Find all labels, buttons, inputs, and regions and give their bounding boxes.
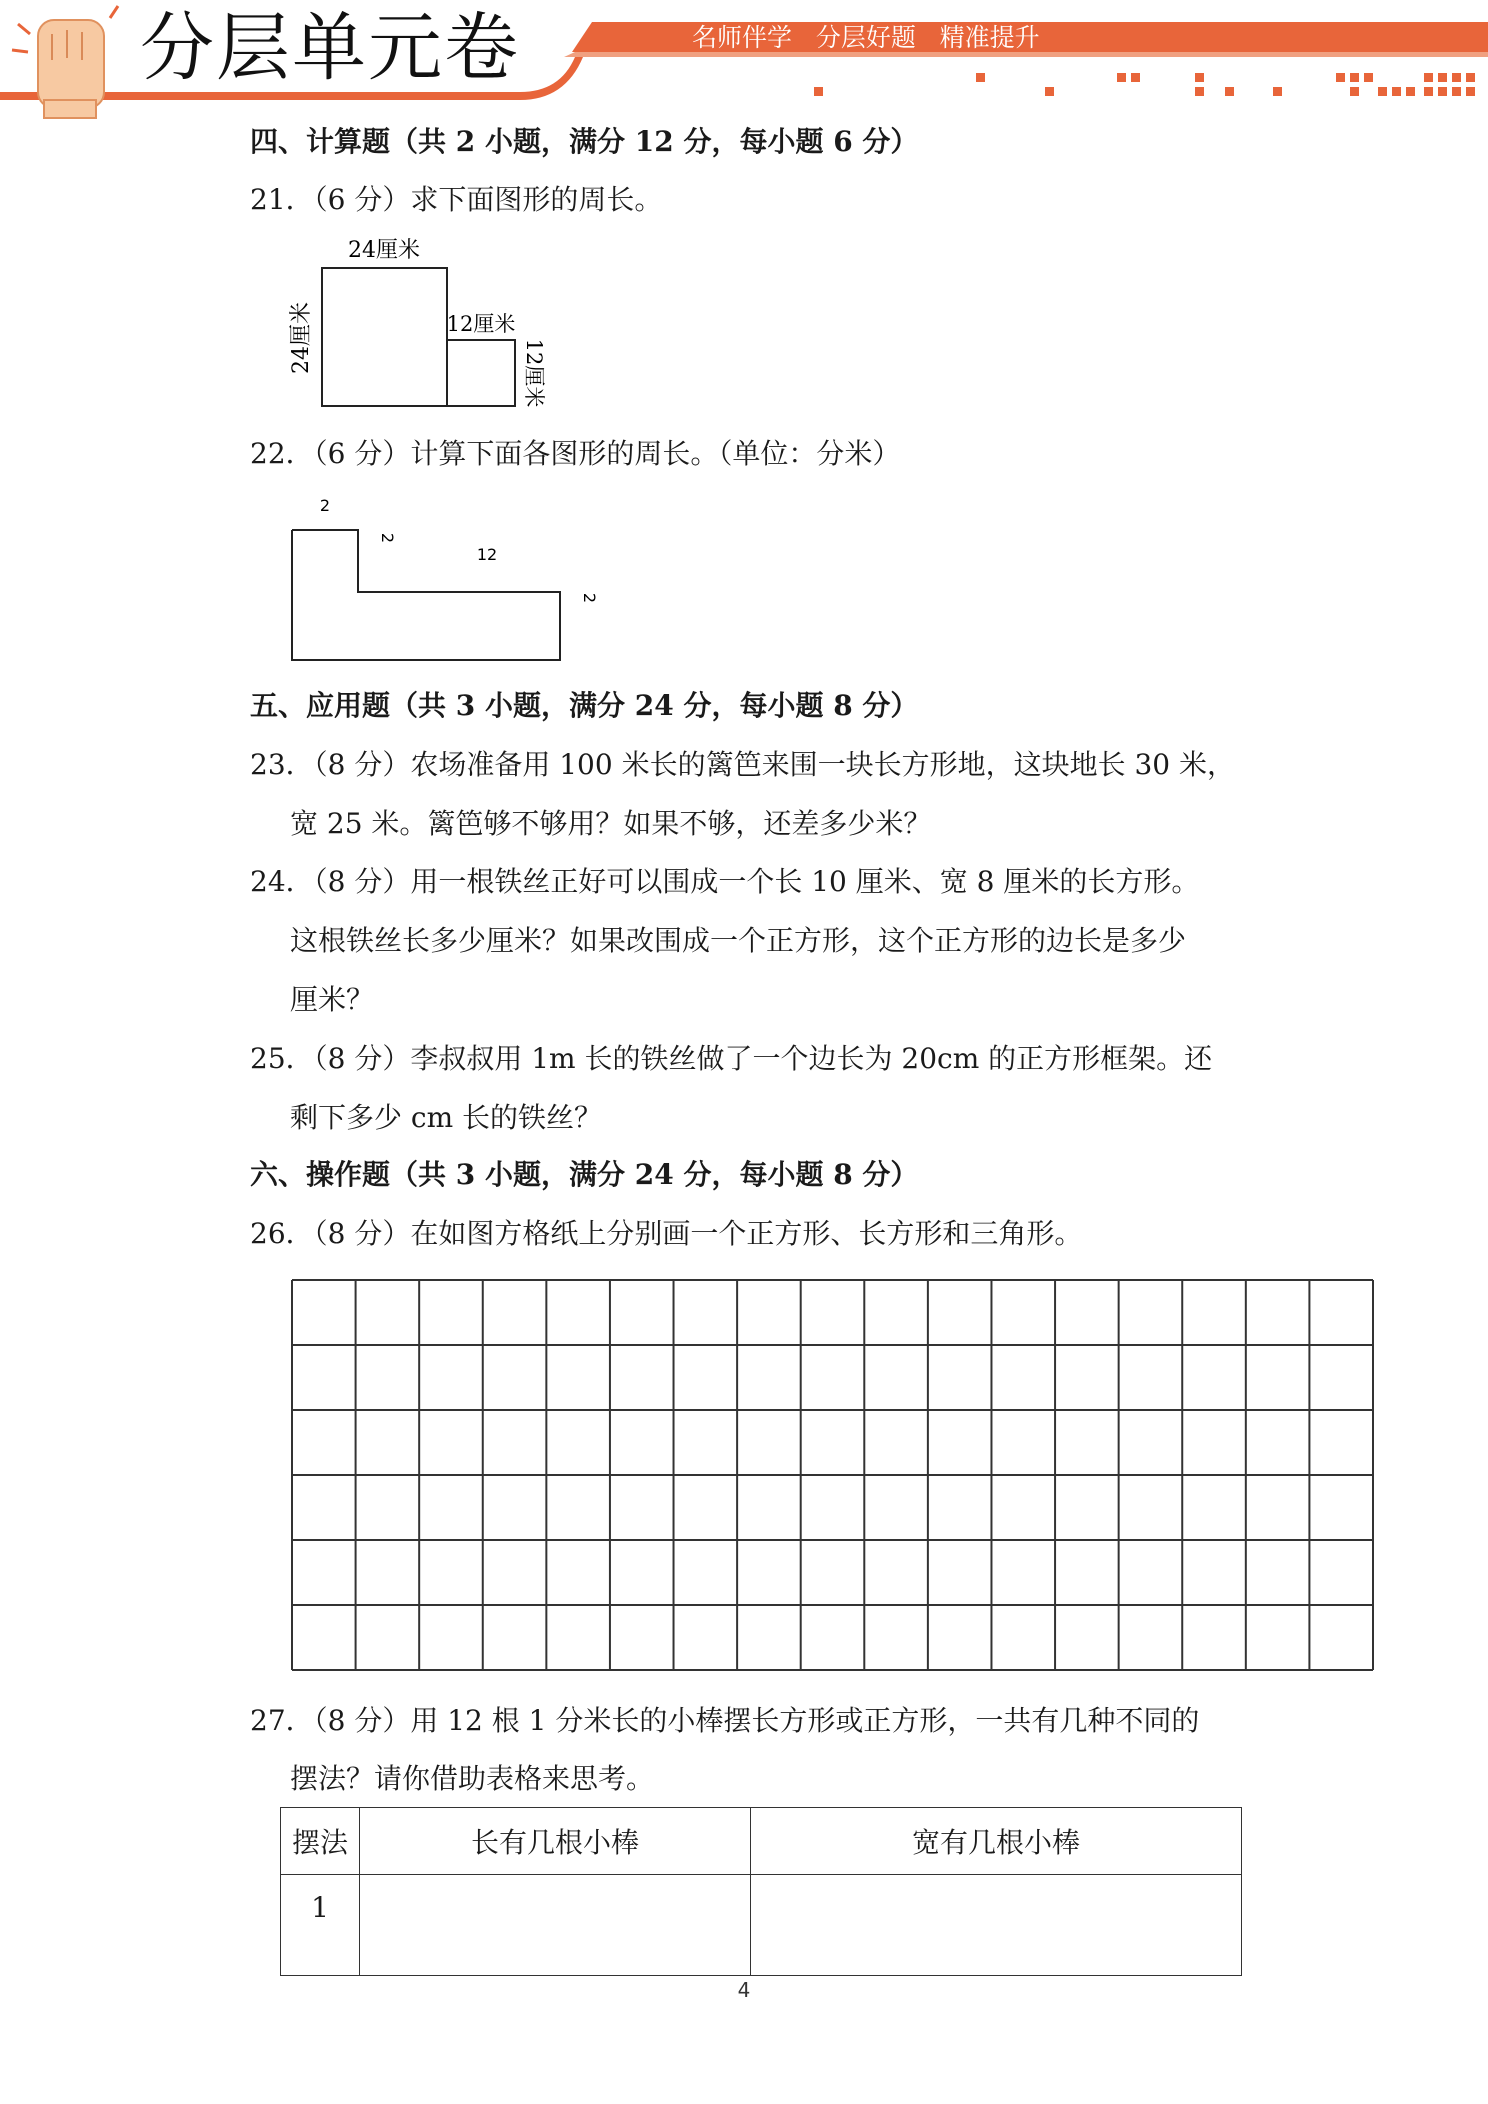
question-27-line2: 摆法？请你借助表格来思考。 [290,1762,655,1795]
table-cell-width-input[interactable] [751,1875,1242,1976]
table-row [281,1875,1242,1976]
question-26: 26．（8 分）在如图方格纸上分别画一个正方形、长方形和三角形。 [250,1217,1083,1250]
l-shape [292,530,560,660]
fig22-inner-horizontal-label: 12 [476,545,498,564]
fig22-right-label: 2 [580,592,599,604]
header-dots [814,73,1475,96]
table-header-row [281,1808,1242,1875]
section-title-application: 五、应用题（共 3 小题，满分 24 分，每小题 8 分） [250,689,919,722]
page-number: 4 [737,1978,751,2002]
question-23-line1: 23．（8 分）农场准备用 100 米长的篱笆来围一块长方形地，这块地长 30 米， [250,748,1236,781]
section-title-operation: 六、操作题（共 3 小题，满分 24 分，每小题 8 分） [250,1158,919,1191]
question-24-line1: 24．（8 分）用一根铁丝正好可以围成一个长 10 厘米、宽 8 厘米的长方形。 [250,865,1200,898]
question-27-line1: 27．（8 分）用 12 根 1 分米长的小棒摆长方形或正方形，一共有几种不同的 [250,1704,1200,1737]
figure-21 [282,228,582,418]
table-header-length: 长有几根小棒 [360,1808,751,1875]
large-square [322,268,447,406]
grid-lines [292,1280,1373,1670]
question-25-line1: 25．（8 分）李叔叔用 1m 长的铁丝做了一个边长为 20cm 的正方形框架。还 [250,1042,1213,1075]
grid-paper[interactable] [290,1278,1375,1672]
table-cell-length-input[interactable] [360,1875,751,1976]
table-cell-method: 1 [281,1875,360,1976]
question-25-line2: 剩下多少 cm 长的铁丝？ [290,1101,603,1134]
fig22-inner-vertical-label: 2 [378,532,397,544]
table-header-method: 摆法 [281,1808,360,1875]
fig22-top-label: 2 [319,496,331,515]
question-22: 22．（6 分）计算下面各图形的周长。（单位：分米） [250,437,901,470]
question-24-line3: 厘米？ [290,983,375,1016]
brand-title: 分层单元卷 [140,5,520,91]
fig21-small-top-label: 12厘米 [446,312,516,336]
fig21-top-label: 24厘米 [348,238,420,263]
fist-icon [12,6,118,118]
header-tagline: 名师伴学 分层好题 精准提升 [692,23,1040,52]
question-24-line2: 这根铁丝长多少厘米？如果改围成一个正方形，这个正方形的边长是多少 [290,924,1187,957]
small-square [447,340,515,406]
fig21-small-right-label: 12厘米 [522,338,546,408]
figure-22 [282,490,612,670]
question-23-line2: 宽 25 米。篱笆够不够用？如果不够，还差多少米？ [290,807,932,840]
answer-table [280,1807,1242,1976]
fig21-left-label: 24厘米 [289,302,314,374]
section-title-calculation: 四、计算题（共 2 小题，满分 12 分，每小题 6 分） [250,125,919,158]
table-header-width: 宽有几根小棒 [751,1808,1242,1875]
question-21: 21．（6 分）求下面图形的周长。 [250,183,663,216]
